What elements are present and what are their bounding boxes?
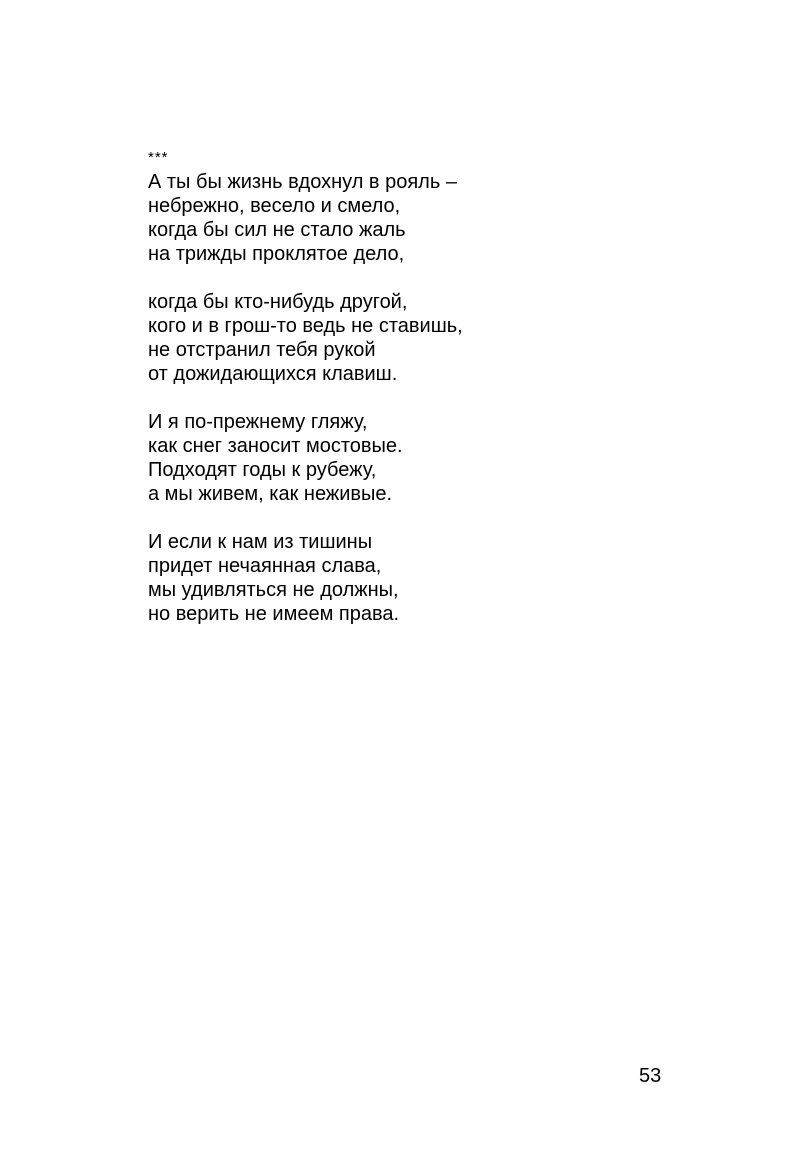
poem-line: придет нечаянная слава, [148, 555, 382, 577]
poem-line: а мы живем, как неживые. [148, 483, 393, 505]
poem-line: когда бы кто-нибудь другой, [148, 291, 408, 313]
poem-line: И если к нам из тишины [148, 531, 373, 553]
poem-line: небрежно, весело и смело, [148, 195, 401, 217]
poem-line: Подходят годы к рубежу, [148, 459, 377, 481]
poem-line: как снег заносит мостовые. [148, 435, 403, 457]
poem [148, 148, 708, 650]
poem-line: на трижды проклятое дело, [148, 243, 405, 265]
poem-line: мы удивляться не должны, [148, 579, 399, 601]
poem-line: от дожидающихся клавиш. [148, 363, 398, 385]
stanza-3 [148, 410, 708, 506]
stanza-1 [148, 170, 708, 266]
poem-line: И я по-прежнему гляжу, [148, 411, 368, 433]
section-separator: *** [148, 149, 169, 166]
stanza-4 [148, 530, 708, 626]
poem-line: А ты бы жизнь вдохнул в рояль – [148, 171, 457, 193]
poem-line: но верить не имеем права. [148, 603, 400, 625]
poem-line: кого и в грош-то ведь не ставишь, [148, 315, 463, 337]
poem-line: не отстранил тебя рукой [148, 339, 376, 361]
page-number: 53 [639, 1065, 662, 1087]
stanza-2 [148, 290, 708, 386]
poem-line: когда бы сил не стало жаль [148, 219, 406, 241]
